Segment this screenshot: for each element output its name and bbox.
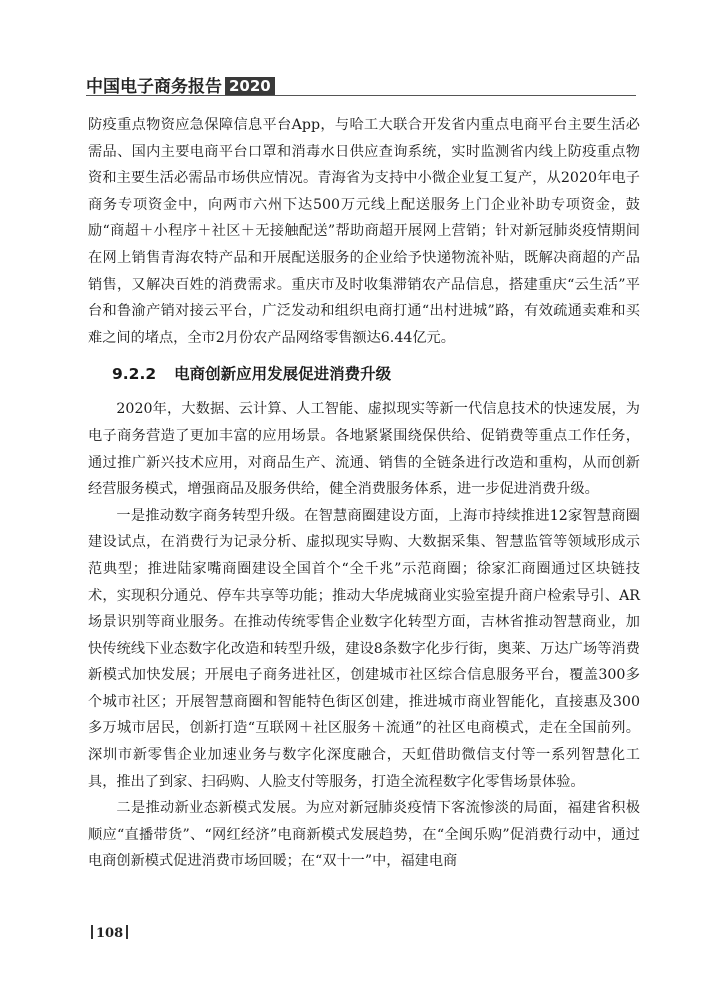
section-number: 9.2.2	[112, 365, 157, 384]
body-paragraph-digital-commerce: 一是推动数字商务转型升级。在智慧商圈建设方面，上海市持续推进12家智慧商圈建设试点，在消费行为记录分析、虚拟现实导购、大数据采集、智慧监管等领域形成示范典型；推进陆家嘴商圈建设全国首个“全千兆”示范商圈；徐家汇商圈通过区块链技术，实现积分通兑、停车共享等功能；推动大华虎城商业实验室提升商户检索导引、AR场景识别等商业服务。在推动传统零售企业数字化转型方面，吉林省推动智慧商业，加快传统线下业态数字化改造和转型升级，建设8条数字化步行街，奥莱、万达广场等消费新模式加快发展；开展电子商务进社区，创建城市社区综合信息服务平台，覆盖300多个城市社区；开展智慧商圈和智能特色街区创建，推进城市商业智能化，直接惠及300多万城市居民，创新打造“互联网＋社区服务＋流通”的社区电商模式，走在全国前列。深圳市新零售企业加速业务与数字化深度融合，天虹借助微信支付等一系列智慧化工具，推出了到家、扫码购、人脸支付等服务，打造全流程数字化零售场景体验。	[88, 507, 640, 790]
body-paragraph-continued: 防疫重点物资应急保障信息平台App，与哈工大联合开发省内重点电商平台主要生活必需品、国内主要电商平台口罩和消毒水日供应查询系统，实时监测省内线上防疫重点物资和主要生活必需品市场供应情况。青海省为支持中小微企业复工复产，从2020年电子商务专项资金中，向两市六州下达500万元线上配送服务上门企业补助专项资金，鼓励“商超＋小程序＋社区＋无接触配送”帮助商超开展网上营销；针对新冠肺炎疫情期间在网上销售青海农特产品和开展配送服务的企业给予快递物流补贴，既解决商超的产品销售，又解决百姓的消费需求。重庆市及时收集滞销农产品信息，搭建重庆“云生活”平台和鲁渝产销对接云平台，广泛发动和组织电商打通“出村进城”路，有效疏通卖难和买难之间的堵点，全市2月份农产品网络零售额达6.44亿元。	[88, 117, 640, 346]
page-number-text: 108	[96, 926, 124, 941]
section-title: 电商创新应用发展促进消费升级	[174, 365, 392, 384]
body-paragraph-intro: 2020年，大数据、云计算、人工智能、虚拟现实等新一代信息技术的快速发展，为电子商务营造了更加丰富的应用场景。各地紧紧围绕保供给、促销费等重点工作任务，通过推广新兴技术应用，对商品生产、流通、销售的全链条进行改造和重构，从而创新经营服务模式，增强商品及服务供给，健全消费服务体系，进一步促进消费升级。	[88, 401, 640, 498]
header-title	[86, 72, 275, 97]
header-divider	[86, 95, 636, 96]
page-number-left-bar	[91, 925, 93, 939]
header-year-badge: 2020	[225, 77, 275, 95]
page-number	[88, 925, 131, 941]
body-paragraph-new-business-models: 二是推动新业态新模式发展。为应对新冠肺炎疫情下客流惨淡的局面，福建省积极顺应“直播带货”、“网红经济”电商新模式发展趋势，在“全闽乐购”促消费行动中，通过电商创新模式促进消费市场回暖；在“双十一”中，福建电商	[88, 800, 640, 870]
running-header	[86, 70, 636, 98]
header-title-text: 中国电子商务报告	[86, 77, 222, 97]
page-body	[88, 112, 640, 875]
page-number-right-bar	[126, 925, 128, 939]
section-heading	[112, 362, 640, 386]
